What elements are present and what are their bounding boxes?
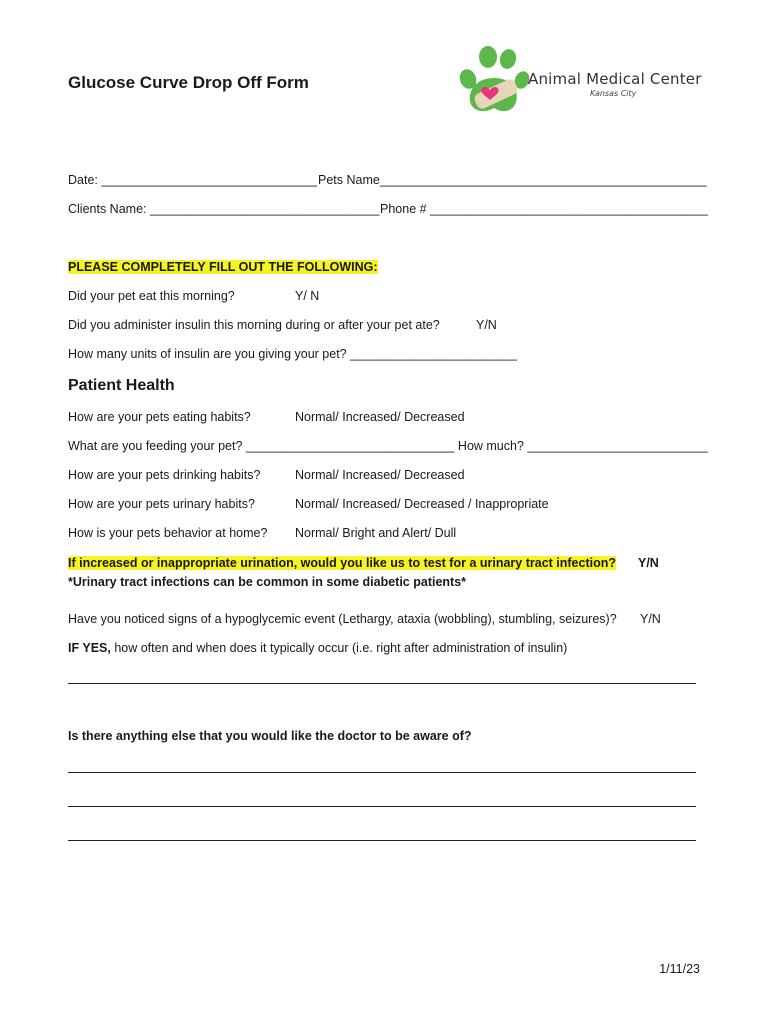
- instructions-text: PLEASE COMPLETELY FILL OUT THE FOLLOWING:: [68, 260, 378, 274]
- answer-insulin[interactable]: Y/N: [476, 318, 497, 332]
- uti-question-text: If increased or inappropriate urination, would you like us to test for a urinary tract infection?: [68, 556, 616, 570]
- pets-name-field[interactable]: Pets Name_______________________________________________: [318, 173, 707, 187]
- if-yes-line: [68, 641, 567, 655]
- answer-eat[interactable]: Y/ N: [295, 289, 320, 303]
- question-insulin-units[interactable]: How many units of insulin are you giving your pet? ________________________: [68, 347, 517, 361]
- logo-subtitle: Kansas City: [590, 89, 637, 98]
- uti-note: *Urinary tract infections can be common in some diabetic patients*: [68, 575, 467, 589]
- logo-name: Animal Medical Center: [528, 70, 702, 88]
- eating-habits-question: How are your pets eating habits?: [68, 410, 251, 424]
- if-yes-answer-line[interactable]: [68, 683, 696, 684]
- drinking-habits-question: How are your pets drinking habits?: [68, 468, 261, 482]
- uti-answer[interactable]: Y/N: [638, 556, 659, 570]
- phone-field[interactable]: Phone # ________________________________________: [380, 202, 709, 216]
- anything-else-line-1[interactable]: [68, 772, 696, 773]
- clients-name-field[interactable]: Clients Name: _________________________________: [68, 202, 380, 216]
- question-insulin: Did you administer insulin this morning during or after your pet ate?: [68, 318, 440, 332]
- anything-else-question: Is there anything else that you would like the doctor to be aware of?: [68, 729, 472, 743]
- patient-health-heading: Patient Health: [68, 377, 175, 394]
- behavior-question: How is your pets behavior at home?: [68, 526, 268, 540]
- question-eat: Did your pet eat this morning?: [68, 289, 235, 303]
- instructions-heading: [68, 260, 378, 274]
- feeding-question[interactable]: What are you feeding your pet? ______________________________ How much? __________________________: [68, 439, 709, 453]
- urinary-habits-question: How are your pets urinary habits?: [68, 497, 255, 511]
- anything-else-line-3[interactable]: [68, 840, 696, 841]
- drinking-habits-answer[interactable]: Normal/ Increased/ Decreased: [295, 468, 465, 482]
- behavior-answer[interactable]: Normal/ Bright and Alert/ Dull: [295, 526, 457, 540]
- hypoglycemic-question: Have you noticed signs of a hypoglycemic event (Lethargy, ataxia (wobbling), stumbling, seizures)?: [68, 612, 617, 626]
- form-revision-date: 1/11/23: [659, 962, 700, 976]
- if-yes-text: how often and when does it typically occur (i.e. right after administration of insulin): [110, 641, 568, 655]
- hypoglycemic-answer[interactable]: Y/N: [640, 612, 661, 626]
- form-title: Glucose Curve Drop Off Form: [68, 73, 309, 92]
- urinary-habits-answer[interactable]: Normal/ Increased/ Decreased / Inappropriate: [295, 497, 549, 511]
- eating-habits-answer[interactable]: Normal/ Increased/ Decreased: [295, 410, 465, 424]
- anything-else-line-2[interactable]: [68, 806, 696, 807]
- if-yes-label: IF YES,: [68, 641, 111, 655]
- uti-question: [68, 556, 616, 570]
- date-field[interactable]: Date: _______________________________: [68, 173, 317, 187]
